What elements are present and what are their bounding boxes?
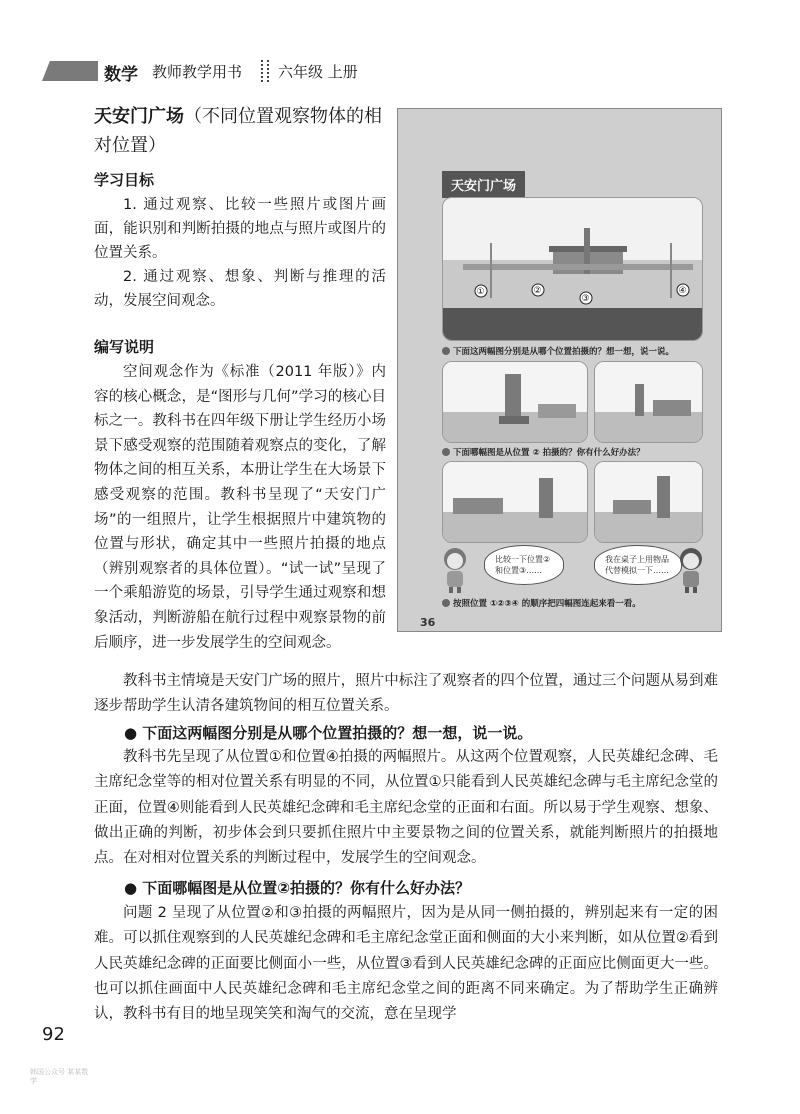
girl-character-icon [438,545,472,593]
header-subject: 数学 [104,65,138,85]
boy-character-icon [674,545,708,593]
monument-photo-image [443,462,587,542]
photo-row1-right [594,361,703,443]
header-separator [261,60,269,82]
question-heading-1: ● 下面这两幅图分别是从哪个位置拍摄的？想一想，说一说。 [124,724,533,742]
figure-question-1-text: 下面这两幅图分别是从哪个位置拍摄的？想一想，说一说。 [453,347,675,357]
question-bullet-icon [442,347,450,355]
photo-row1-left [442,361,588,443]
full-text-block-3 [94,901,718,1027]
figure-question-2 [442,446,645,458]
photo-row2-right [594,461,703,543]
goal-item-2: 2. 通过观察、想象、判断与推理的活动，发展空间观念。 [94,269,386,309]
figure-tag: 天安门广场 [442,171,525,198]
writing-paragraph-2: 教科书主情境是天安门广场的照片，照片中标注了观察者的四个位置，通过三个问题从易到难逐步帮助学生认清各建筑物间的相互位置关系。 [94,673,718,715]
panorama-photo [442,197,703,341]
watermark: 韩国公众号 某某数学 [30,1068,89,1085]
lesson-title [94,102,386,160]
lesson-title-sub: （不同位置观察物体的相对位置） [94,106,382,156]
writing-paragraph-1: 空间观念作为《标准（2011 年版）》内容的核心概念，是“图形与几何”学习的核心目标之一。教科书在四年级下册让学生经历小场景下感受观察的范围随着观察点的变化，了解物体之间的相互关系，本册让学生在大场景下感受观察的范围。教科书呈现了“天安门广场”的一组照片，让学生根据照片中建筑物的位置与形状，确定其中一些照片拍摄的地点（辨别观察者的具体位置）。“试一试”呈现了一个乘船游览的场景，引导学生通过观察和想象活动，判断游船在航行过程中观察景物的前后顺序，进一步发展学生的空间观念。 [94,364,386,651]
textbook-figure [397,108,722,632]
header-book-title: 教师教学用书 [152,63,243,81]
position-marker-1: ① [476,287,485,297]
figure-question-1 [442,345,674,357]
monument-photo-image [595,362,702,442]
figure-question-2-text: 下面哪幅图是从位置 ② 拍摄的？你有什么好办法？ [453,448,645,458]
photo-row2-left [442,461,588,543]
position-marker-2: ② [533,286,542,296]
full-text-block-2 [94,745,718,871]
bubble-right: 我在桌子上用物品代替模拟一下…… [594,545,682,585]
writing-paragraph-4: 问题 2 呈现了从位置②和③拍摄的两幅照片，因为是从同一侧拍摄的，辨别起来有一定的困难。可以抓住观察到的人民英雄纪念碑和毛主席纪念堂正面和侧面的大小来判断，如从位置②看到人民英雄纪念碑的正面要比侧面小一些，从位置③看到人民英雄纪念碑的正面应比侧面更大一些。也可以抓住画面中人民英雄纪念碑和毛主席纪念堂之间的距离不同来确定。为了帮助学生正确辨认，教科书有目的地呈现笑笑和淘气的交流，意在呈现学 [94,905,718,1023]
left-column [94,102,386,655]
header-decoration-bar [42,61,98,81]
bubble-left: 比较一下位置②和位置③…… [484,545,564,585]
question-heading-2: ● 下面哪幅图是从位置②拍摄的？你有什么好办法？ [124,879,471,897]
figure-question-3 [442,597,641,609]
writing-paragraph-3: 教科书先呈现了从位置①和位置④拍摄的两幅照片。从这两个位置观察，人民英雄纪念碑、毛主席纪念堂等的相对位置关系有明显的不同，从位置①只能看到人民英雄纪念碑与毛主席纪念堂的正面，位置④则能看到人民英雄纪念碑和毛主席纪念堂的正面和右面。所以易于学生观察、想象、做出正确的判断，初步体会到只要抓住照片中主要景物之间的位置关系，就能判断照片的拍摄地点。在对相对位置关系的判断过程中，发展学生的空间观念。 [94,749,718,867]
goal-item-1: 1. 通过观察、比较一些照片或图片画面，能识别和判断拍摄的地点与照片或图片的位置关系。 [94,197,386,261]
panorama-image [443,198,702,340]
figure-question-3-text: 按照位置 ①②③④ 的顺序把四幅图连起来看一看。 [453,599,641,609]
writing-heading: 编写说明 [94,338,155,356]
position-marker-3: ③ [581,294,590,304]
monument-photo-image [595,462,702,542]
header-grade: 六年级 上册 [278,63,358,81]
full-text-block-1 [94,669,718,720]
figure-page-number: 36 [420,616,436,629]
question-bullet-icon [442,599,450,607]
lesson-title-main: 天安门广场 [94,106,184,127]
position-marker-4: ④ [678,286,687,296]
question-bullet-icon [442,448,450,456]
monument-photo-image [443,362,587,442]
page-number: 92 [42,1024,65,1045]
goals-heading: 学习目标 [94,171,155,189]
